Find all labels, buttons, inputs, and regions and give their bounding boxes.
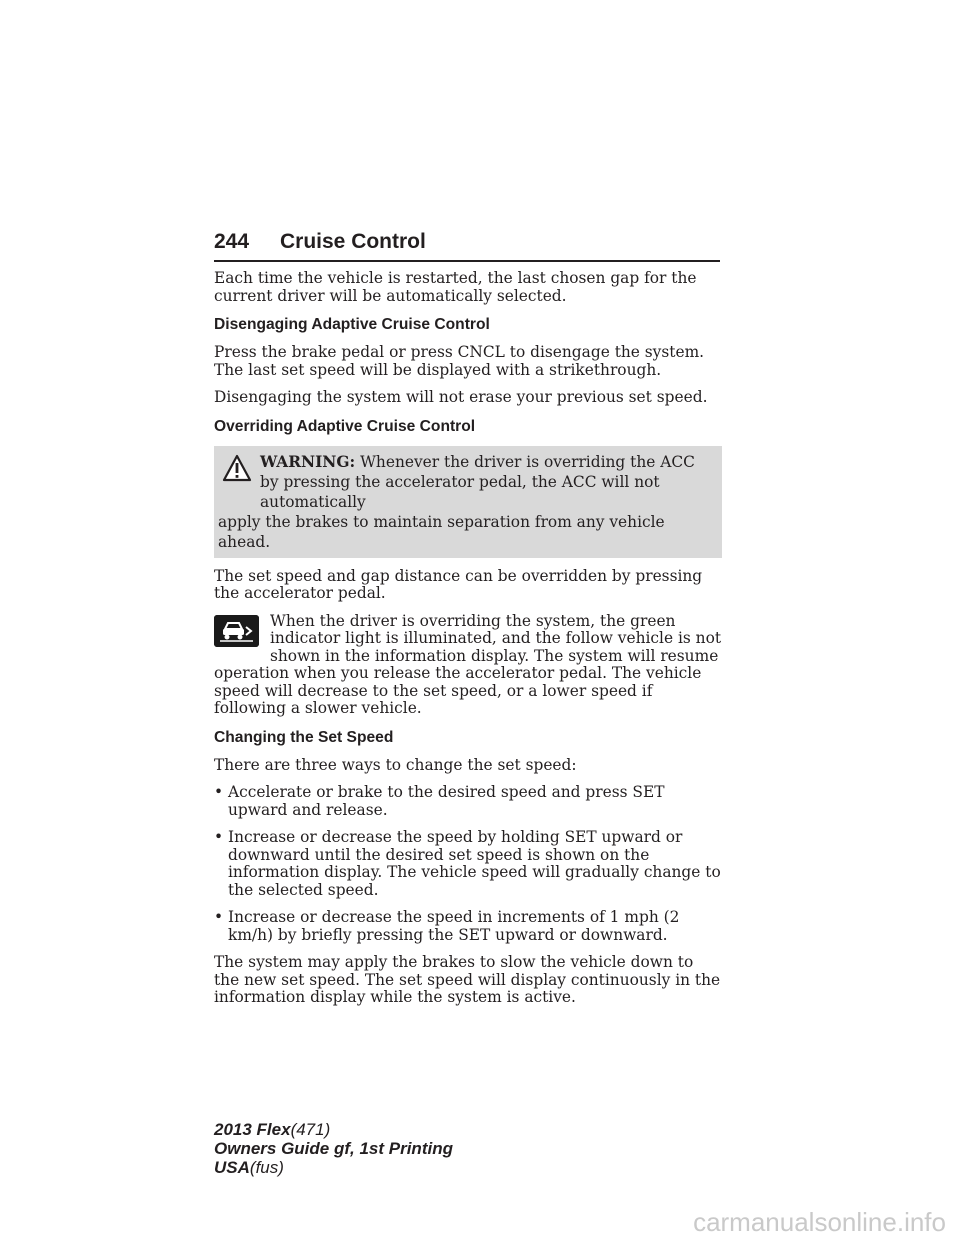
acc-indicator-icon [214,615,259,647]
warning-box [214,446,722,558]
heading-disengaging: Disengaging Adaptive Cruise Control [214,316,490,333]
warning-text-a: Whenever the driver is overriding the ACC by pressing the accelerator pedal, the ACC will not automatically [260,452,695,511]
list-item [214,829,722,899]
bullet: • [214,908,224,926]
heading-changing-set-speed: Changing the Set Speed [214,728,394,746]
footer-market-code: (fus) [249,1158,284,1177]
bullet: • [214,783,224,801]
page-content [214,270,722,1017]
list-item [214,909,722,944]
paragraph-indicator [214,613,722,718]
footer-model-code: (471) [290,1120,331,1139]
warning-label: WARNING: [260,452,356,471]
page-number: 244 [214,230,250,253]
footer-model: 2013 Flex [214,1120,291,1139]
page-header [214,230,720,262]
warning-text-b: apply the brakes to maintain separation from any vehicle ahead. [218,512,665,551]
page-footer [214,1120,453,1177]
indicator-paragraph-block [214,613,722,718]
warning-text [260,452,718,512]
paragraph-disengage: Press the brake pedal or press CNCL to disengage the system. The last set speed will be displayed with a strikethrough. [214,343,705,379]
paragraph-erase: Disengaging the system will not erase your previous set speed. [214,388,708,406]
chapter-title: Cruise Control [280,230,426,253]
heading-overriding: Overriding Adaptive Cruise Control [214,417,476,435]
list-item-text: Increase or decrease the speed by holding SET upward or downward until the desired set speed is shown on the information display. The vehicle speed will gradually change to the selected speed. [228,828,721,899]
paragraph-three-ways: There are three ways to change the set speed: [214,755,577,774]
list-item [214,784,722,819]
warning-triangle-icon [222,454,252,482]
list-item-text: Increase or decrease the speed in increments of 1 mph (2 km/h) by briefly pressing the SET upward or downward. [228,908,680,944]
footer-market: USA [214,1158,250,1177]
indicator-description: When the driver is overriding the system, the green indicator light is illuminated, and the follow vehicle is not shown in the information display. The system will resume operation when you release the accelerator pedal. The vehicle speed will decrease to the set speed, or a lower speed if following a slower vehicle. [214,611,722,717]
list-item-text: Accelerate or brake to the desired speed and press SET upward and release. [228,783,665,819]
paragraph-override: The set speed and gap distance can be overridden by pressing the accelerator pedal. [214,566,703,602]
paragraph-gap-restart: Each time the vehicle is restarted, the last chosen gap for the current driver will be automatically selected. [214,269,697,305]
paragraph-brakes-apply: The system may apply the brakes to slow the vehicle down to the new set speed. The set speed will display continuously in the information display while the system is active. [214,953,721,1006]
bullet: • [214,828,224,846]
set-speed-list [214,784,722,944]
footer-guide: Owners Guide gf, 1st Printing [214,1139,453,1158]
watermark: carmanualsonline.info [693,1207,946,1237]
